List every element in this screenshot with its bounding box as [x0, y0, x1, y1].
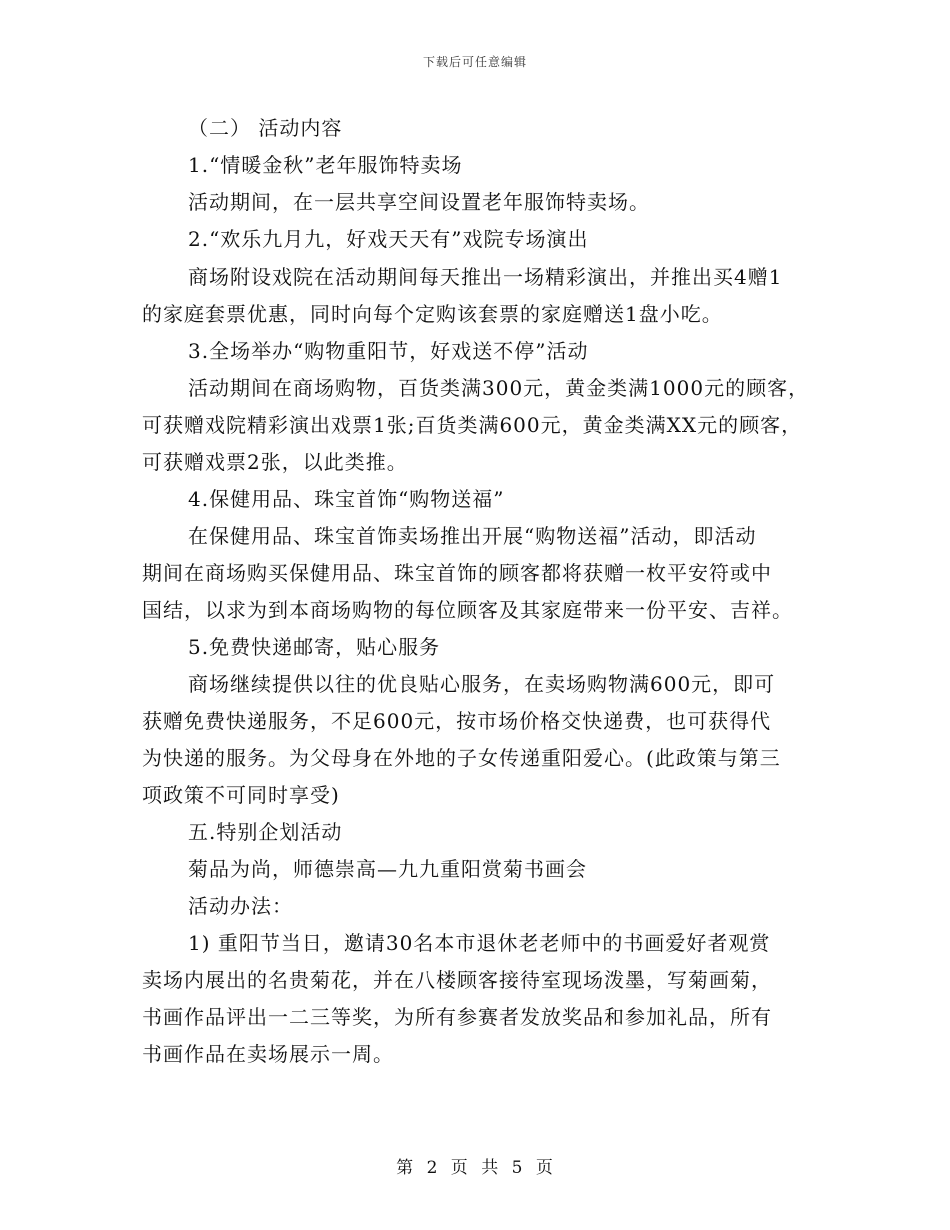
item-3-body-line-2: 可获赠戏院精彩演出戏票1张;百货类满600元，黄金类满XX元的顾客， [142, 413, 803, 437]
event-method-line-4: 书画作品在卖场展示一周。 [142, 1042, 394, 1066]
event-method-line-3: 书画作品评出一二三等奖，为所有参赛者发放奖品和参加礼品，所有 [142, 1005, 772, 1029]
item-4-title: 4.保健用品、珠宝首饰“购物送福” [188, 487, 505, 511]
page-header: 下载后可任意编辑 [422, 55, 527, 69]
item-3-title: 3.全场举办“购物重阳节，好戏送不停”活动 [188, 339, 589, 363]
item-4-body-line-2: 期间在商场购买保健用品、珠宝首饰的顾客都将获赠一枚平安符或中 [142, 561, 772, 585]
event-method-line-2: 卖场内展出的名贵菊花，并在八楼顾客接待室现场泼墨，写菊画菊， [142, 968, 772, 992]
section-heading-activity-content: （二） 活动内容 [188, 116, 343, 140]
event-method-label: 活动办法： [188, 894, 293, 918]
event-title: 菊品为尚，师德崇高—九九重阳赏菊书画会 [188, 857, 587, 881]
item-2-body-line-1: 商场附设戏院在活动期间每天推出一场精彩演出，并推出买4赠1 [188, 265, 783, 289]
item-5-body-line-2: 获赠免费快递服务，不足600元，按市场价格交快递费，也可获得代 [142, 709, 772, 733]
item-3-body-line-3: 可获赠戏票2张，以此类推。 [142, 450, 408, 474]
item-1-title: 1.“情暖金秋”老年服饰特卖场 [188, 153, 463, 177]
item-5-body-line-3: 为快递的服务。为父母身在外地的子女传递重阳爱心。(此政策与第三 [142, 746, 781, 770]
item-5-body-line-1: 商场继续提供以往的优良贴心服务，在卖场购物满600元，即可 [188, 672, 776, 696]
event-method-line-1: 1) 重阳节当日，邀请30名本市退休老老师中的书画爱好者观赏 [188, 931, 771, 955]
item-5-body-line-4: 项政策不可同时享受) [142, 783, 340, 807]
page-footer: 第 2 页 共 5 页 [396, 1158, 554, 1178]
item-4-body-line-3: 国结，以求为到本商场购物的每位顾客及其家庭带来一份平安、吉祥。 [142, 598, 793, 622]
section-heading-special-events: 五.特别企划活动 [188, 820, 343, 844]
item-2-body-line-2: 的家庭套票优惠，同时向每个定购该套票的家庭赠送1盘小吃。 [142, 302, 723, 326]
item-4-body-line-1: 在保健用品、珠宝首饰卖场推出开展“购物送福”活动，即活动 [188, 524, 757, 548]
item-2-title: 2.“欢乐九月九，好戏天天有”戏院专场演出 [188, 227, 589, 251]
item-5-title: 5.免费快递邮寄，贴心服务 [188, 635, 441, 659]
item-1-body: 活动期间，在一层共享空间设置老年服饰特卖场。 [188, 190, 650, 214]
item-3-body-line-1: 活动期间在商场购物，百货类满300元，黄金类满1000元的顾客， [188, 376, 810, 400]
